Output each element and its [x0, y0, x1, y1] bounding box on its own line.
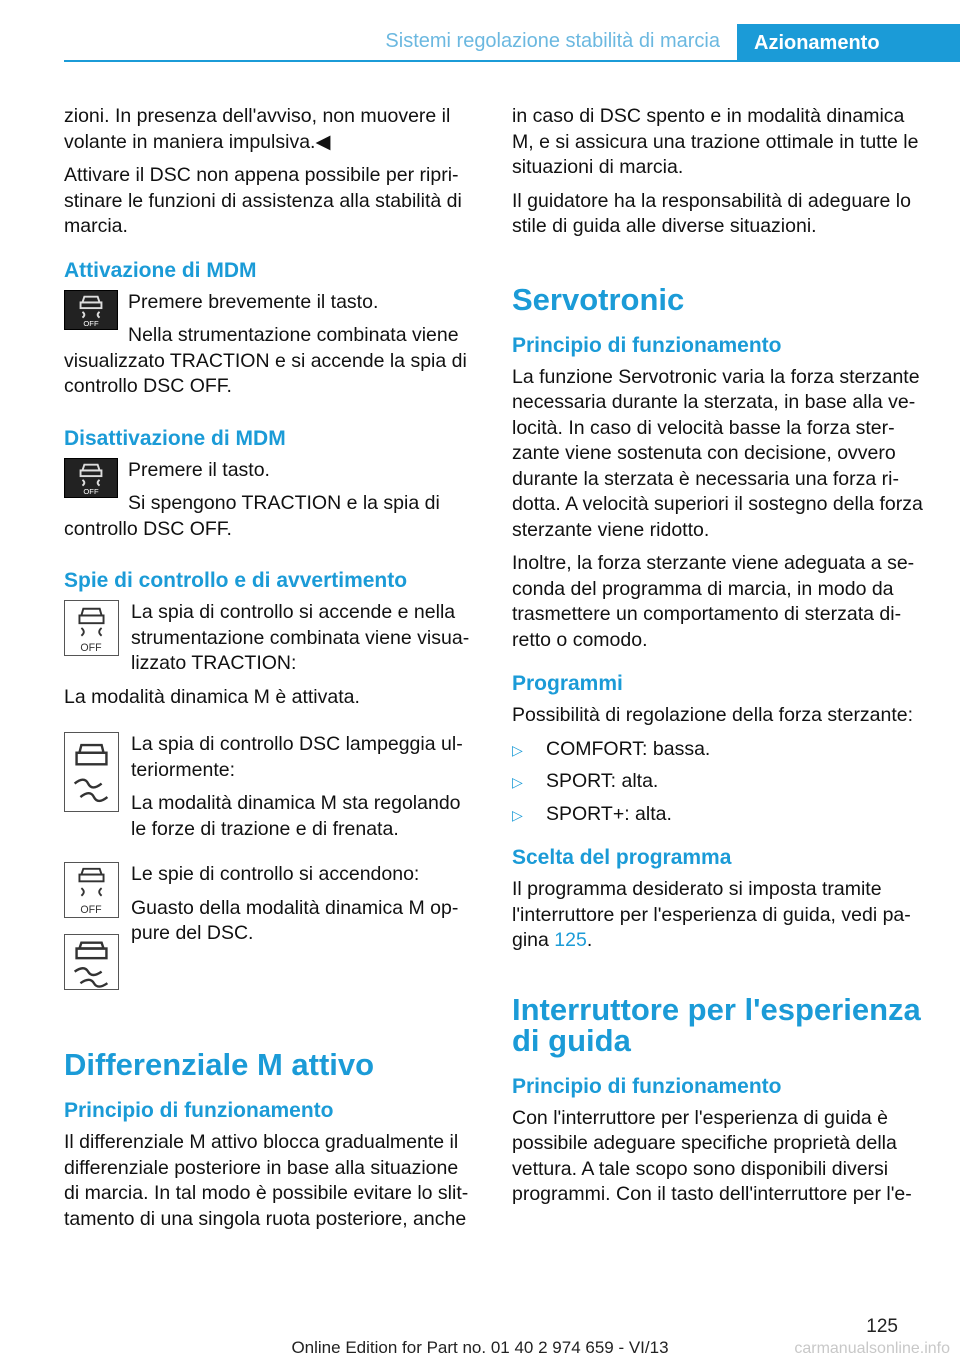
list-item	[512, 802, 924, 828]
triangle-bullet-icon: ▷	[512, 806, 523, 823]
triangle-bullet-icon: ▷	[512, 741, 523, 758]
disattivazione-block	[64, 458, 476, 543]
paragraph: Si spengono TRACTION e la spia di controllo DSC OFF.	[64, 492, 440, 540]
paragraph: La modalità dinamica M sta regolando le forze di trazione e di frenata.	[131, 792, 461, 840]
paragraph: Le spie di controllo si accendono:	[131, 863, 420, 885]
icon-stack	[64, 862, 119, 997]
heading-spie: Spie di controllo e di avvertimento	[64, 569, 408, 592]
paragraph: Inoltre, la forza sterzante viene adeguata a seconda del programma di marcia, in modo da trasmettere un comportamento di sterzata diretto o comodo.	[512, 552, 915, 651]
paragraph: zioni. In presenza dell'avviso, non muovere il volante in maniera impulsiva.◀	[64, 105, 451, 153]
list-item-text: SPORT: alta.	[546, 770, 659, 792]
dsc-warning-light-icon	[64, 732, 119, 812]
right-column	[512, 104, 924, 1216]
heading-disattivazione: Disattivazione di MDM	[64, 426, 286, 450]
dsc-off-button-icon	[64, 290, 118, 330]
paragraph	[512, 877, 924, 954]
heading-servotronic: Servotronic	[512, 281, 685, 317]
svg-text:OFF: OFF	[80, 904, 102, 917]
page-link[interactable]: 125	[554, 929, 587, 951]
paragraph: Premere brevemente il tasto.	[128, 290, 379, 313]
heading-scelta: Scelta del programma	[512, 846, 732, 869]
heading-principio: Principio di funzionamento	[64, 1099, 334, 1122]
paragraph: Premere il tasto.	[128, 458, 270, 481]
dsc-off-warning-light-icon	[64, 600, 119, 656]
paragraph: La spia di controllo DSC lampeggia ulteriormente:	[131, 733, 463, 781]
svg-text:OFF: OFF	[83, 486, 99, 496]
paragraph: La modalità dinamica M è attivata.	[64, 685, 360, 708]
header-rule	[64, 60, 960, 62]
program-list	[512, 737, 924, 828]
dsc-off-button-icon	[64, 458, 118, 498]
paragraph: Il differenziale M attivo blocca gradualmente il differenziale posteriore in base alla situazione di marcia. In tal modo è possibile evitare lo slittamento di una singola ruota posteriore, anche	[64, 1131, 469, 1230]
list-item-text: COMFORT: bassa.	[546, 737, 711, 760]
paragraph: Guasto della modalità dinamica M oppure del DSC.	[131, 896, 459, 944]
paragraph: La spia di controllo si accende e nella strumentazione combinata viene visualizzato TRACTION:	[131, 601, 470, 674]
paragraph: La funzione Servotronic varia la forza sterzante necessaria durante la sterzata, in base alla velocità. In caso di velocità basse la forza sterzante viene sostenuta con decisione, ovvero durante la sterzata è necessaria una forza ridotta. A velocità superiori il sostegno della forza sterzante viene ridotto.	[512, 365, 923, 541]
triangle-bullet-icon: ▷	[512, 774, 523, 790]
list-item	[512, 769, 924, 795]
header-chapter-tab: Azionamento	[737, 24, 960, 62]
heading-programmi: Programmi	[512, 672, 623, 695]
heading-differenziale: Differenziale M attivo	[64, 1047, 375, 1082]
paragraph: Con l'interruttore per l'esperienza di guida è possibile adeguare specifiche proprietà della vettura. A tale scopo sono disponibili diversi programmi. Con il tasto dell'interruttore per l'e-	[512, 1106, 912, 1205]
watermark: carmanualsonline.info	[794, 1340, 950, 1357]
paragraph: Possibilità di regolazione della forza sterzante:	[512, 704, 914, 726]
svg-text:OFF: OFF	[80, 642, 102, 655]
page-number: 125	[866, 1316, 898, 1337]
spia-block-3	[64, 862, 476, 997]
attivazione-block	[64, 290, 476, 400]
heading-principio: Principio di funzionamento	[512, 333, 782, 357]
heading-principio: Principio di funzionamento	[512, 1074, 782, 1098]
heading-interruttore: Interruttore per l'esperienza di guida	[512, 991, 921, 1058]
list-item-text: SPORT+: alta.	[546, 802, 672, 825]
left-column	[64, 104, 476, 1240]
paragraph: Il guidatore ha la responsabilità di adeguare lo stile di guida alle diverse situazioni.	[512, 189, 911, 237]
scelta-end: .	[586, 929, 593, 951]
spia-block-2	[64, 732, 476, 842]
dsc-warning-light-icon	[64, 934, 119, 990]
paragraph: Attivare il DSC non appena possibile per ripristinare le funzioni di assistenza alla stabilità di marcia.	[64, 164, 462, 237]
list-item	[512, 737, 924, 763]
paragraph: Nella strumentazione combinata viene visualizzato TRACTION e si accende la spia di controllo DSC OFF.	[64, 324, 467, 397]
svg-text:OFF: OFF	[83, 318, 99, 328]
spia-block-1	[64, 600, 476, 710]
heading-attivazione: Attivazione di MDM	[64, 258, 257, 282]
header-section-title: Sistemi regolazione stabilità di marcia	[385, 30, 720, 52]
footer-edition: Online Edition for Part no. 01 40 2 974 659 - VI/13	[291, 1338, 669, 1357]
scelta-text: Il programma desiderato si imposta tramite l'interruttore per l'esperienza di guida, vedi pagina	[512, 878, 911, 951]
paragraph: in caso di DSC spento e in modalità dinamica M, e si assicura una trazione ottimale in tutte le situazioni di marcia.	[512, 105, 919, 178]
dsc-off-warning-light-icon	[64, 862, 119, 918]
